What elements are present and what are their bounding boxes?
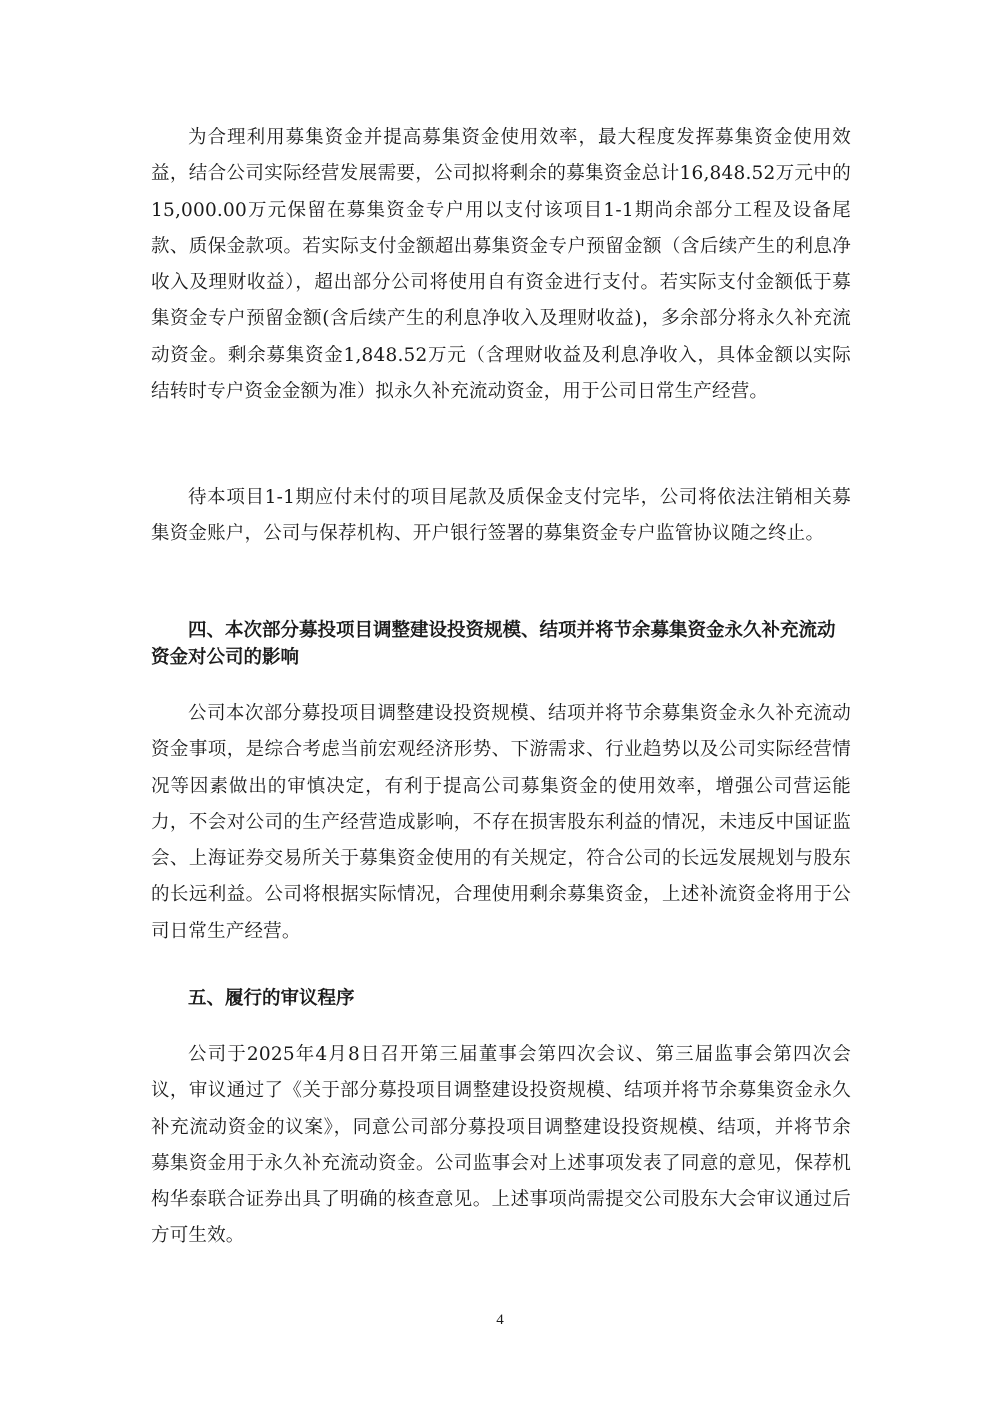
page-number: 4 (496, 1312, 504, 1328)
paragraph-fund-usage: 为合理利用募集资金并提高募集资金使用效率，最大程度发挥募集资金使用效益，结合公司实际经营发展需要，公司拟将剩余的募集资金总计16,848.52万元中的15,000.00万元保留在募集资金专户用以支付该项目1-1期尚余部分工程及设备尾款、质保金款项。若实际支付金额超出募集资金专户预留金额（含后续产生的利息净收入及理财收益），超出部分公司将使用自有资金进行支付。若实际支付金额低于募集资金专户预留金额(含后续产生的利息净收入及理财收益)，多余部分将永久补充流动资金。剩余募集资金1,848.52万元（含理财收益及利息净收入，具体金额以实际结转时专户资金金额为准）拟永久补充流动资金，用于公司日常生产经营。 (151, 127, 851, 403)
paragraph-account-closure: 待本项目1-1期应付未付的项目尾款及质保金支付完毕，公司将依法注销相关募集资金账户，公司与保荐机构、开户银行签署的募集资金专户监管协议随之终止。 (151, 487, 851, 545)
section-heading-review-procedure: 五、履行的审议程序 (188, 988, 355, 1009)
section-heading-impact: 四、本次部分募投项目调整建设投资规模、结项并将节余募集资金永久补充流动资金对公司的影响 (151, 620, 836, 668)
paragraph-review-procedure: 公司于2025年4月8日召开第三届董事会第四次会议、第三届监事会第四次会议，审议通过了《关于部分募投项目调整建设投资规模、结项并将节余募集资金永久补充流动资金的议案》，同意公司部分募投项目调整建设投资规模、结项，并将节余募集资金用于永久补充流动资金。公司监事会对上述事项发表了同意的意见，保荐机构华泰联合证券出具了明确的核查意见。上述事项尚需提交公司股东大会审议通过后方可生效。 (151, 1044, 851, 1247)
paragraph-impact: 公司本次部分募投项目调整建设投资规模、结项并将节余募集资金永久补充流动资金事项，是综合考虑当前宏观经济形势、下游需求、行业趋势以及公司实际经营情况等因素做出的审慎决定，有利于提高公司募集资金的使用效率，增强公司营运能力，不会对公司的生产经营造成影响，不存在损害股东利益的情况，未违反中国证监会、上海证券交易所关于募集资金使用的有关规定，符合公司的长远发展规划与股东的长远利益。公司将根据实际情况，合理使用剩余募集资金，上述补流资金将用于公司日常生产经营。 (151, 703, 851, 942)
